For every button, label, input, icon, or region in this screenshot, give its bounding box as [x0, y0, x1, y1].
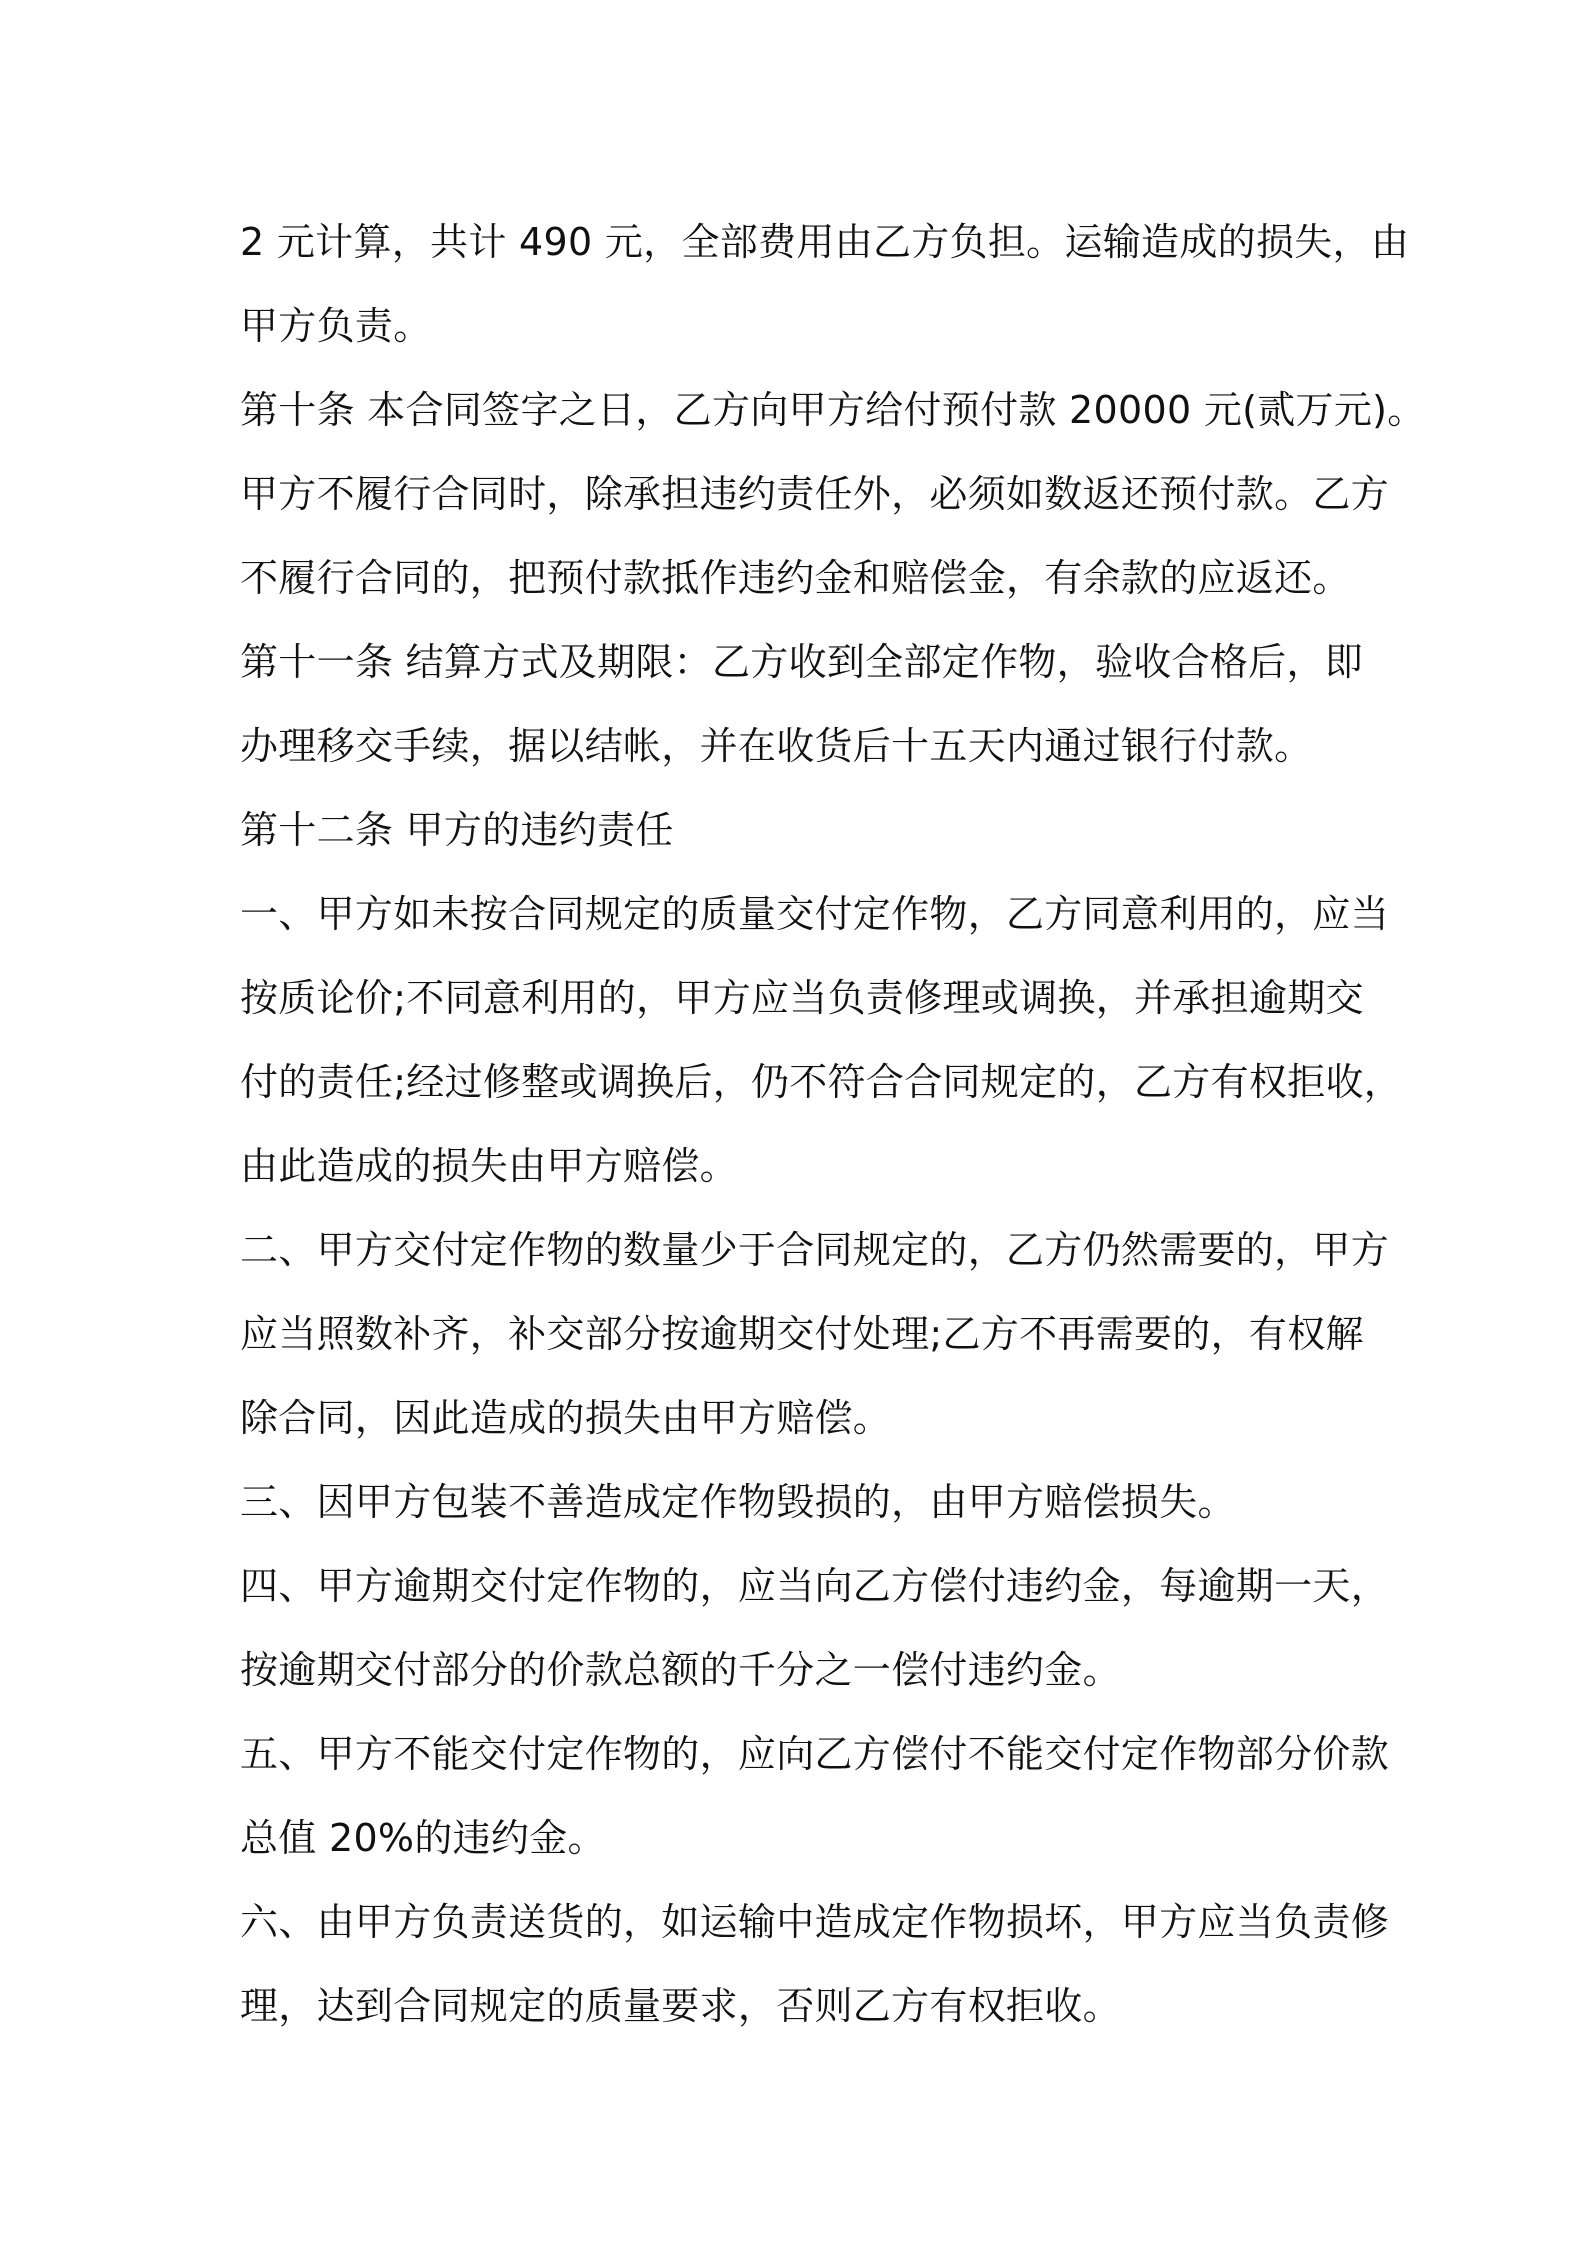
text-line: 甲方不履行合同时，除承担违约责任外，必须如数返还预付款。乙方: [240, 472, 1390, 516]
clause-4-line: 四、甲方逾期交付定作物的，应当向乙方偿付违约金，每逾期一天，: [240, 1564, 1390, 1608]
clause-5-line: 五、甲方不能交付定作物的，应向乙方偿付不能交付定作物部分价款: [240, 1732, 1390, 1776]
text-line: 办理移交手续，据以结帐，并在收货后十五天内通过银行付款。: [240, 724, 1313, 768]
document-body: [240, 200, 1426, 2048]
clause-2-line: 二、甲方交付定作物的数量少于合同规定的，乙方仍然需要的，甲方: [240, 1228, 1390, 1272]
text-line: 由此造成的损失由甲方赔偿。: [240, 1144, 738, 1188]
clause-3-line: 三、因甲方包装不善造成定作物毁损的，由甲方赔偿损失。: [240, 1480, 1236, 1524]
clause-6-line: 六、由甲方负责送货的，如运输中造成定作物损坏，甲方应当负责修: [240, 1900, 1390, 1944]
text-line: 2 元计算，共计 490 元，全部费用由乙方负担。运输造成的损失，由: [240, 220, 1410, 264]
text-line: 甲方负责。: [240, 304, 432, 348]
text-line: 总值 20%的违约金。: [240, 1816, 606, 1860]
text-line: 按质论价;不同意利用的，甲方应当负责修理或调换，并承担逾期交: [240, 976, 1364, 1020]
text-line: 不履行合同的，把预付款抵作违约金和赔偿金，有余款的应返还。: [240, 556, 1351, 600]
text-line: 按逾期交付部分的价款总额的千分之一偿付违约金。: [240, 1648, 1121, 1692]
text-line: 理，达到合同规定的质量要求，否则乙方有权拒收。: [240, 1984, 1121, 2028]
text-line: 付的责任;经过修整或调换后，仍不符合合同规定的，乙方有权拒收，: [240, 1060, 1403, 1104]
article-11-heading-line: 第十一条 结算方式及期限：乙方收到全部定作物，验收合格后，即: [240, 640, 1364, 684]
text-line: 应当照数补齐，补交部分按逾期交付处理;乙方不再需要的，有权解: [240, 1312, 1364, 1356]
article-10-heading-line: 第十条 本合同签字之日，乙方向甲方给付预付款 20000 元(贰万元)。: [240, 388, 1426, 432]
text-line: 除合同，因此造成的损失由甲方赔偿。: [240, 1396, 892, 1440]
article-12-heading: 第十二条 甲方的违约责任: [240, 808, 674, 852]
clause-1-line: 一、甲方如未按合同规定的质量交付定作物，乙方同意利用的，应当: [240, 892, 1390, 936]
